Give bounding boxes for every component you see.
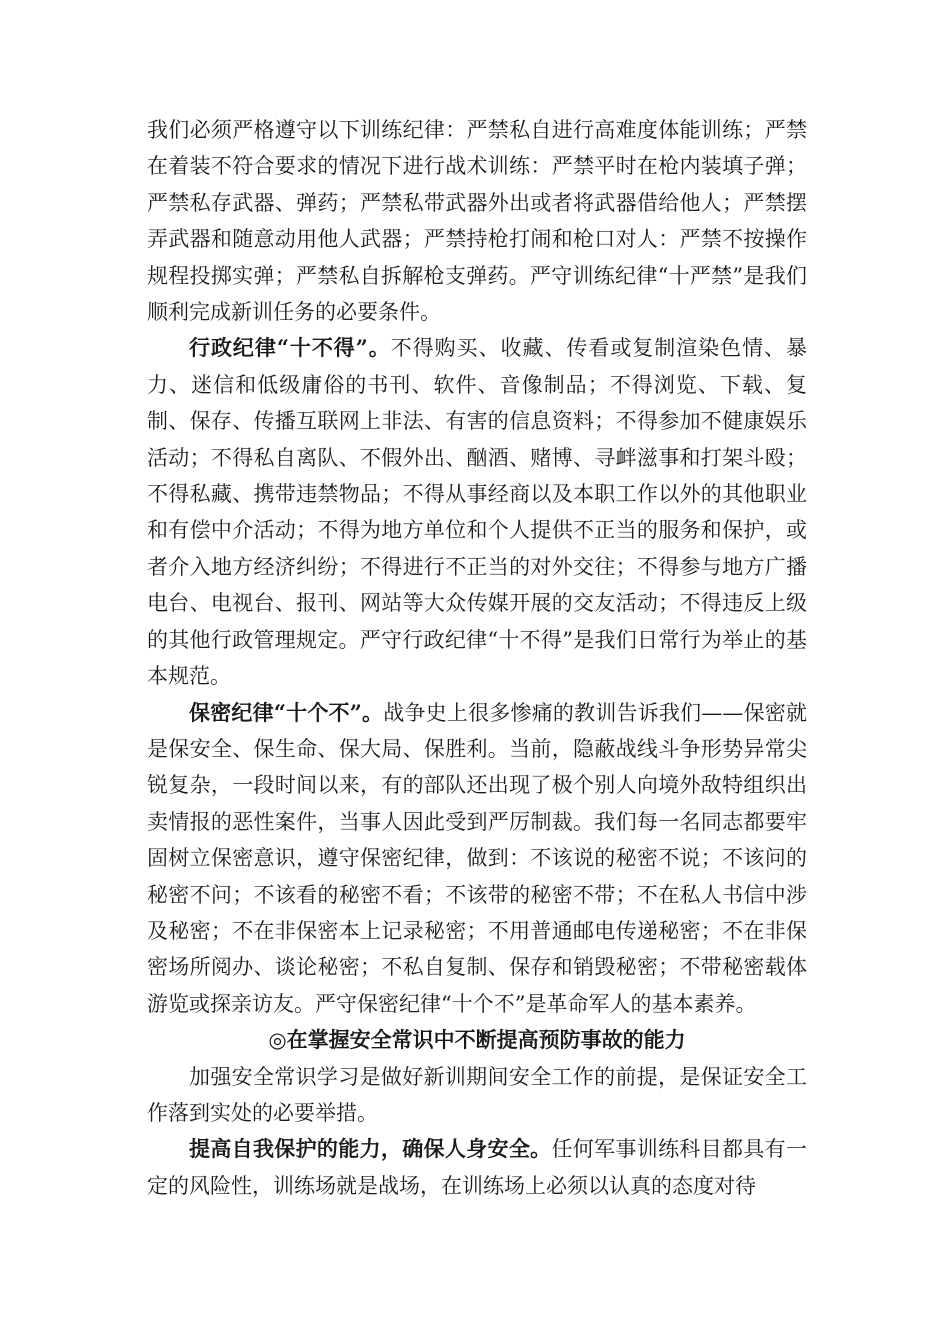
paragraph-text: 加强安全常识学习是做好新训期间安全工作的前提，是保证安全工作落到实处的必要举措。: [147, 1064, 807, 1125]
paragraph-safety-knowledge: [147, 1059, 807, 1132]
paragraph-confidentiality-discipline: [147, 695, 807, 1023]
paragraph-lead: 提高自我保护的能力，确保人身安全。: [189, 1136, 552, 1162]
paragraph-text: 不得购买、收藏、传看或复制渲染色情、暴力、迷信和低级庸俗的书刊、软件、音像制品；不得浏览、下载、复制、保存、传播互联网上非法、有害的信息资料；不得参加不健康娱乐活动；不得私自离队、不假外出、酗酒、赌博、寻衅滋事和打架斗殴；不得私藏、携带违禁物品；不得从事经商以及本职工作以外的其他职业和有偿中介活动；不得为地方单位和个人提供不正当的服务和保护，或者介入地方经济纠纷；不得进行不正当的对外交往；不得参与地方广播电台、电视台、报刊、网站等大众传媒开展的交友活动；不得违反上级的其他行政管理规定。严守行政纪律“十不得”是我们日常行为举止的基本规范。: [147, 336, 807, 689]
paragraph-administrative-discipline: [147, 330, 807, 694]
paragraph-text: 任何军事训练科目都具有一定的风险性，训练场就是战场，在训练场上必须以认真的态度对待: [147, 1137, 808, 1198]
paragraph-text: 我们必须严格遵守以下训练纪律：严禁私自进行高难度体能训练；严禁在着装不符合要求的情况下进行战术训练：严禁平时在枪内装填子弹；严禁私存武器、弹药；严禁私带武器外出或者将武器借给他人；严禁摆弄武器和随意动用他人武器；严禁持枪打闹和枪口对人：严禁不按操作规程投掷实弹；严禁私自拆解枪支弹药。严守训练纪律“十严禁”是我们顺利完成新训任务的必要条件。: [147, 118, 807, 325]
paragraph-lead: 保密纪律“十个不”。: [189, 699, 384, 725]
paragraph-training-discipline: [147, 112, 807, 330]
paragraph-self-protection: [147, 1131, 807, 1204]
section-heading: ◎在掌握安全常识中不断提高预防事故的能力: [268, 1028, 686, 1053]
paragraph-lead: 行政纪律“十不得”。: [189, 335, 391, 361]
paragraph-text: 战争史上很多惨痛的教训告诉我们——保密就是保安全、保生命、保大局、保胜利。当前，隐蔽战线斗争形势异常尖锐复杂，一段时间以来，有的部队还出现了极个别人向境外敌特组织出卖情报的恶性案件，当事人因此受到严厉制裁。我们每一名同志都要牢固树立保密意识，遵守保密纪律，做到：不该说的秘密不说；不该问的秘密不问；不该看的秘密不看；不该带的秘密不带；不在私人书信中涉及秘密；不在非保密本上记录秘密；不用普通邮电传递秘密；不在非保密场所阅办、谈论秘密；不私自复制、保存和销毁秘密；不带秘密载体游览或探亲访友。严守保密纪律“十个不”是革命军人的基本素养。: [147, 700, 807, 1016]
document-page: [147, 112, 807, 1204]
